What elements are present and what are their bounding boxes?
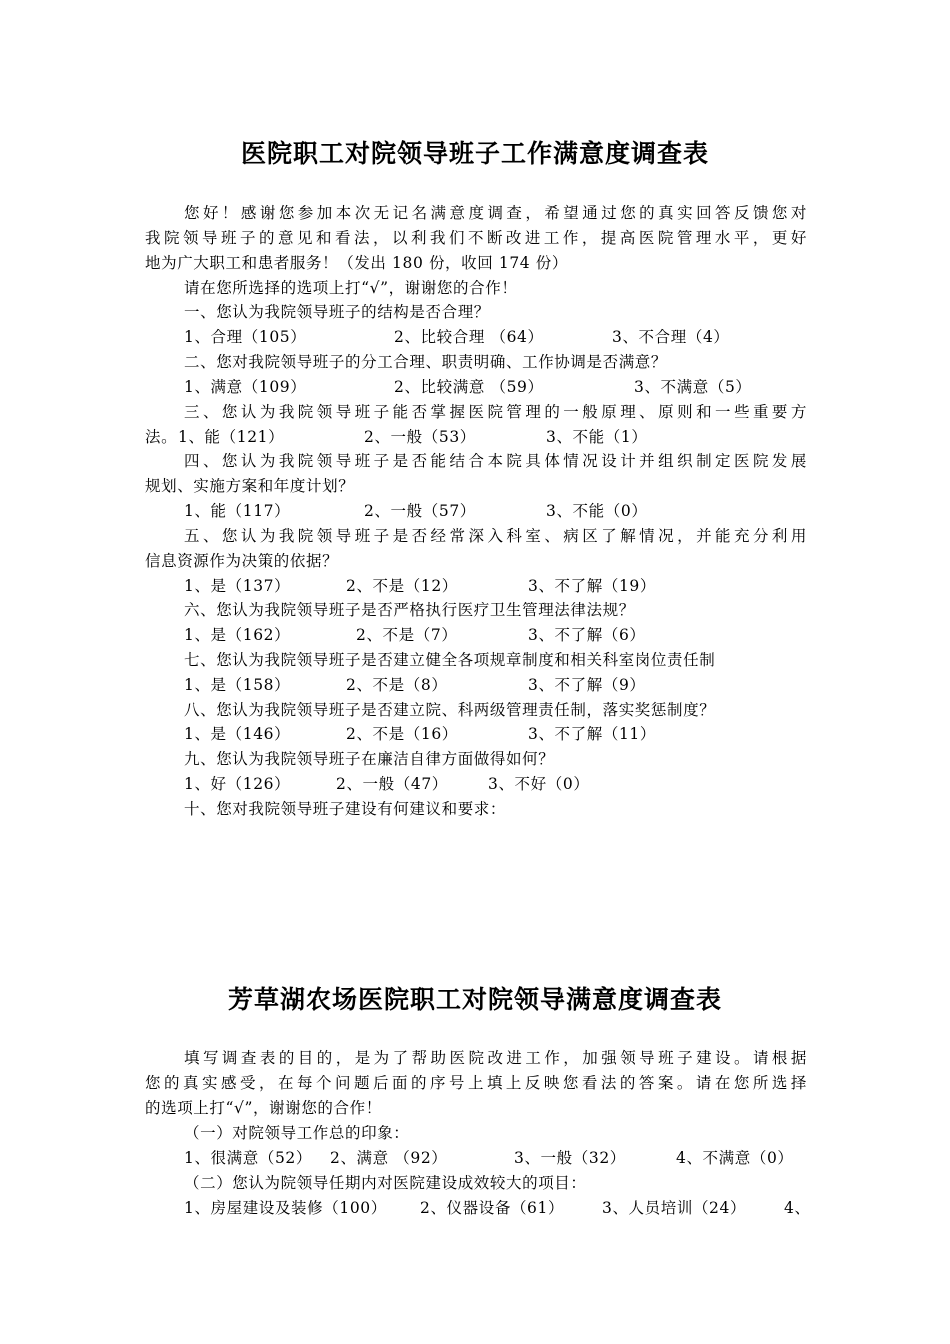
survey1-q9-option-2: 2、一般（47） bbox=[336, 775, 448, 793]
survey1-q8-option-2: 2、不是（16） bbox=[346, 725, 458, 743]
survey1-q5-option-3: 3、不了解（19） bbox=[528, 577, 656, 595]
survey1-title: 医院职工对院领导班子工作满意度调查表 bbox=[240, 139, 709, 168]
survey1-q2-option-1: 1、满意（109） bbox=[184, 378, 307, 396]
survey2-intro-line-1: 填写调查表的目的，是为了帮助医院改进工作，加强领导班子建设。请根据 bbox=[184, 1049, 807, 1067]
survey2-q2-option-3: 3、人员培训（24） bbox=[602, 1199, 747, 1217]
survey2-q2-option-4: 4、 bbox=[784, 1199, 811, 1217]
survey1-question-6: 六、您认为我院领导班子是否严格执行医疗卫生管理法律法规？ bbox=[184, 601, 635, 619]
survey1-q7-option-3: 3、不了解（9） bbox=[528, 676, 646, 694]
survey2-q1-option-2: 2、满意 （92） bbox=[330, 1149, 448, 1167]
survey1-intro-line-2: 我院领导班子的意见和看法，以利我们不断改进工作，提高医院管理水平，更好 bbox=[145, 229, 807, 247]
survey1-question-4: 四、您认为我院领导班子是否能结合本院具体情况设计并组织制定医院发展 bbox=[184, 452, 807, 470]
survey2-q2-option-2: 2、仪器设备（61） bbox=[420, 1199, 565, 1217]
survey1-question-4-cont: 规划、实施方案和年度计划？ bbox=[145, 477, 355, 495]
survey1-q6-option-1: 1、是（162） bbox=[184, 626, 291, 644]
survey1-q1-option-1: 1、合理（105） bbox=[184, 328, 307, 346]
survey1-instruction: 请在您所选择的选项上打“√”，谢谢您的合作！ bbox=[184, 279, 518, 297]
survey1-intro-line-3: 地为广大职工和患者服务！（发出 180 份，收回 174 份） bbox=[145, 254, 568, 272]
survey1-question-2: 二、您对我院领导班子的分工合理、职责明确、工作协调是否满意？ bbox=[184, 353, 668, 371]
survey1-question-5-cont: 信息资源作为决策的依据？ bbox=[145, 552, 339, 570]
survey1-intro-line-1: 您好！感谢您参加本次无记名满意度调查，希望通过您的真实回答反馈您对 bbox=[184, 204, 807, 222]
survey1-q9-option-3: 3、不好（0） bbox=[488, 775, 590, 793]
survey2-q2-option-1: 1、房屋建设及装修（100） bbox=[184, 1199, 387, 1217]
survey2-question-2: （二）您认为院领导任期内对医院建设成效较大的项目： bbox=[184, 1174, 587, 1192]
survey1-question-1: 一、您认为我院领导班子的结构是否合理？ bbox=[184, 303, 490, 321]
survey1-q2-option-2: 2、比较满意 （59） bbox=[394, 378, 544, 396]
survey1-q7-option-1: 1、是（158） bbox=[184, 676, 291, 694]
survey1-question-5: 五、您认为我院领导班子是否经常深入科室、病区了解情况，并能充分利用 bbox=[184, 527, 807, 545]
survey1-q5-option-2: 2、不是（12） bbox=[346, 577, 458, 595]
survey2-q1-option-3: 3、一般（32） bbox=[514, 1149, 626, 1167]
survey1-q8-option-1: 1、是（146） bbox=[184, 725, 291, 743]
survey1-q1-option-2: 2、比较合理 （64） bbox=[394, 328, 544, 346]
survey1-question-3: 三、您认为我院领导班子能否掌握医院管理的一般原理、原则和一些重要方 bbox=[184, 403, 807, 421]
survey1-q6-option-2: 2、不是（7） bbox=[356, 626, 458, 644]
survey1-q8-option-3: 3、不了解（11） bbox=[528, 725, 656, 743]
survey2-q1-option-4: 4、不满意（0） bbox=[676, 1149, 794, 1167]
survey1-q1-option-3: 3、不合理（4） bbox=[612, 328, 730, 346]
survey1-q9-option-1: 1、好（126） bbox=[184, 775, 291, 793]
survey1-question-9: 九、您认为我院领导班子在廉洁自律方面做得如何？ bbox=[184, 750, 555, 768]
survey2-intro-line-2: 您的真实感受，在每个问题后面的序号上填上反映您看法的答案。请在您所选择 bbox=[145, 1074, 807, 1092]
survey1-question-3-cont: 法。 bbox=[145, 428, 178, 446]
survey1-q7-option-2: 2、不是（8） bbox=[346, 676, 448, 694]
survey1-q4-option-3: 3、不能（0） bbox=[546, 502, 648, 520]
survey2-q1-option-1: 1、很满意（52） bbox=[184, 1149, 312, 1167]
survey2-intro-line-3: 的选项上打“√”，谢谢您的合作！ bbox=[145, 1099, 382, 1117]
survey1-question-8: 八、您认为我院领导班子是否建立院、科两级管理责任制，落实奖惩制度？ bbox=[184, 701, 716, 719]
survey1-q5-option-1: 1、是（137） bbox=[184, 577, 291, 595]
survey1-q3-option-2: 2、一般（53） bbox=[364, 428, 476, 446]
survey1-q6-option-3: 3、不了解（6） bbox=[528, 626, 646, 644]
survey1-question-10: 十、您对我院领导班子建设有何建议和要求： bbox=[184, 800, 507, 818]
survey2-title: 芳草湖农场医院职工对院领导满意度调查表 bbox=[227, 985, 722, 1014]
survey1-q4-option-2: 2、一般（57） bbox=[364, 502, 476, 520]
survey1-q3-option-3: 3、不能（1） bbox=[546, 428, 648, 446]
survey1-q4-option-1: 1、能（117） bbox=[184, 502, 291, 520]
survey1-q2-option-3: 3、不满意（5） bbox=[634, 378, 752, 396]
survey1-q3-option-1: 1、能（121） bbox=[178, 428, 285, 446]
survey2-question-1: （一）对院领导工作总的印象： bbox=[184, 1124, 410, 1142]
survey1-question-7: 七、您认为我院领导班子是否建立健全各项规章制度和相关科室岗位责任制 bbox=[184, 651, 716, 669]
